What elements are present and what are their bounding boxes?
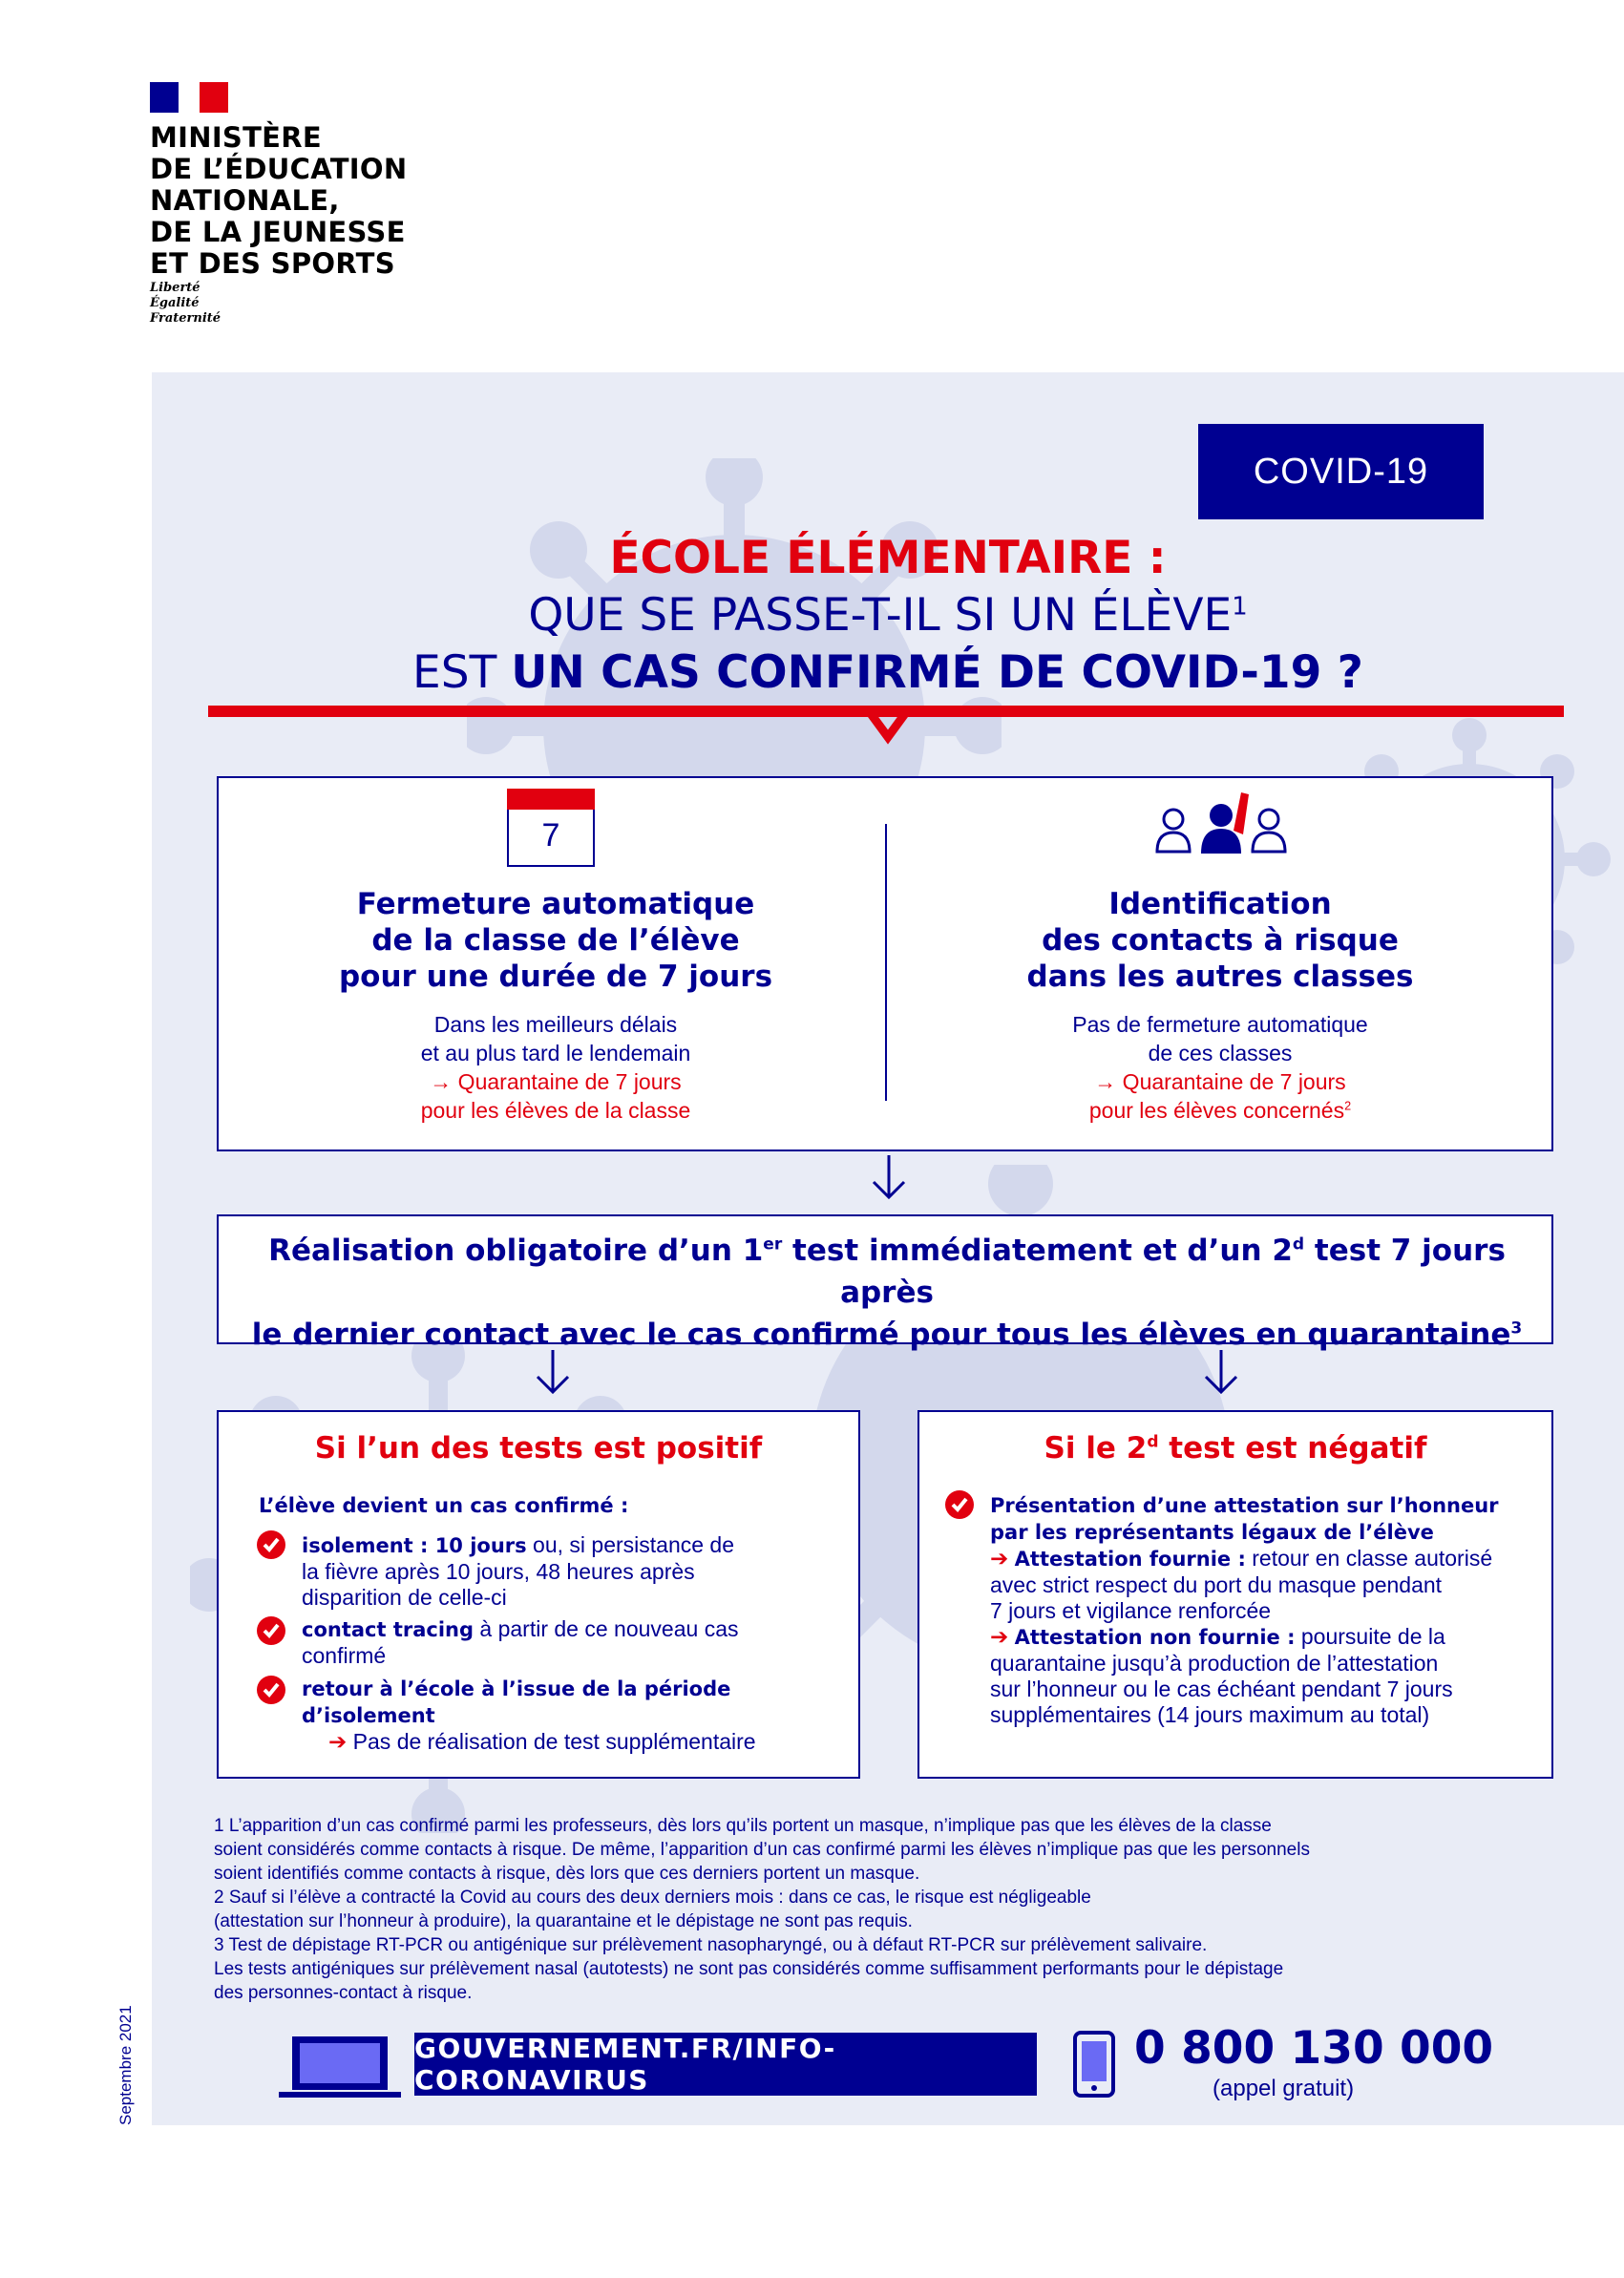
item-text: à partir de ce nouveau cas — [474, 1616, 739, 1641]
item-bold: par les représentants légaux de l’élève — [990, 1521, 1434, 1544]
text-line: Pas de fermeture automatique — [1072, 1012, 1368, 1037]
ministry-line: MINISTÈRE — [150, 121, 323, 154]
negative-test-box — [917, 1410, 1553, 1779]
item-text: supplémentaires (14 jours maximum au total) — [990, 1702, 1430, 1727]
arrow-down-icon — [1202, 1348, 1240, 1396]
heading-line: pour une durée de 7 jours — [338, 960, 773, 994]
footnotes — [214, 1814, 1493, 2005]
contact-tracing-item — [302, 1616, 836, 1669]
republic-motto — [150, 281, 221, 327]
title-part: test est négatif — [1158, 1431, 1427, 1466]
footnote-line: soient considérés comme contacts à risque. De même, l’apparition d’un cas confirmé parmi les élèves n’implique pas que les personnels — [214, 1840, 1310, 1860]
ministry-line: DE L’ÉDUCATION — [150, 153, 408, 185]
text-line: Dans les meilleurs délais — [433, 1012, 678, 1037]
ministry-line: NATIONALE, — [150, 184, 340, 217]
text-line: → Quarantaine de 7 jours — [1094, 1069, 1346, 1094]
motto-line: Égalité — [150, 296, 200, 310]
title-line-1: ÉCOLE ÉLÉMENTAIRE : — [609, 532, 1167, 584]
item-bold: retour à l’école à l’issue de la période — [302, 1677, 731, 1700]
positive-test-title: Si l’un des tests est positif — [314, 1431, 763, 1466]
check-icon — [257, 1616, 285, 1645]
item-sub — [302, 1729, 756, 1754]
item-sub-text: Pas de réalisation de test supplémentaire — [352, 1729, 756, 1754]
title-line-2-text: QUE SE PASSE-T-IL SI UN ÉLÈVE — [528, 589, 1233, 642]
item-text: avec strict respect du port du masque pendant — [990, 1572, 1443, 1597]
ministry-line: DE LA JEUNESSE — [150, 216, 406, 248]
item-text: poursuite de la — [1295, 1624, 1445, 1649]
item-text: disparition de celle-ci — [302, 1585, 507, 1610]
check-icon — [257, 1530, 285, 1559]
attestation-item — [990, 1492, 1544, 1728]
free-call-note: (appel gratuit) — [1213, 2076, 1355, 2101]
text-line: de ces classes — [1148, 1041, 1293, 1065]
negative-test-title — [919, 1431, 1551, 1466]
title-line-3 — [210, 644, 1566, 702]
calendar-day: 7 — [541, 817, 560, 854]
laptop-icon — [275, 2033, 405, 2101]
column-divider — [885, 824, 887, 1101]
return-to-school-item — [302, 1676, 846, 1755]
positive-test-box — [217, 1410, 860, 1779]
heading-line: Fermeture automatique — [356, 887, 755, 921]
item-bold: isolement : 10 jours — [302, 1534, 527, 1557]
text-part: test immédiatement et d’un 2 — [782, 1234, 1293, 1268]
item-bold: Attestation non fournie : — [1014, 1626, 1296, 1649]
contact-identification-column — [896, 886, 1545, 1125]
class-closure-text — [235, 1010, 876, 1067]
page-title — [210, 530, 1566, 702]
covid-badge: COVID-19 — [1198, 424, 1484, 519]
footnote-ref: 2 — [1344, 1099, 1352, 1113]
item-text: confirmé — [302, 1643, 387, 1668]
footnote-line: (attestation sur l’honneur à produire), la quarantaine et le dépistage ne sont pas requis. — [214, 1911, 913, 1931]
contact-identification-text — [896, 1010, 1545, 1067]
item-bold: Présentation d’une attestation sur l’honneur — [990, 1494, 1499, 1517]
class-closure-quarantine — [235, 1067, 876, 1125]
heading-line: de la classe de l’élève — [371, 923, 740, 958]
superscript: er — [763, 1234, 783, 1255]
text-part: le dernier contact avec le cas confirmé pour tous les élèves en quarantaine — [251, 1318, 1511, 1352]
class-closure-heading — [235, 886, 876, 995]
arrow-down-icon — [534, 1348, 572, 1396]
check-icon — [945, 1490, 974, 1519]
footnote-line: des personnes-contact à risque. — [214, 1983, 473, 2003]
superscript: d — [1147, 1432, 1159, 1452]
positive-intro: L’élève devient un cas confirmé : — [259, 1494, 629, 1517]
heading-line: dans les autres classes — [1026, 960, 1414, 994]
item-text: la fièvre après 10 jours, 48 heures après — [302, 1559, 695, 1584]
students-raising-hand-icon — [1149, 783, 1293, 859]
item-text: sur l’honneur ou le cas échéant pendant 7 jours — [990, 1677, 1453, 1701]
item-bold: Attestation fournie : — [1014, 1548, 1246, 1571]
class-closure-column — [235, 886, 876, 1125]
title-line-3-prefix: EST — [412, 646, 512, 699]
title-line-3-bold: UN CAS CONFIRMÉ DE COVID-19 ? — [511, 646, 1363, 699]
helpline-number[interactable]: 0 800 130 000 — [1134, 2022, 1494, 2075]
footnote-line: Les tests antigéniques sur prélèvement nasal (autotests) ne sont pas considérés comme suffisamment performants pour le dépistage — [214, 1959, 1284, 1979]
text-line: pour les élèves concernés — [1088, 1098, 1345, 1123]
item-bold: contact tracing — [302, 1618, 475, 1641]
phone-icon — [1072, 2030, 1116, 2099]
contact-identification-heading — [896, 886, 1545, 995]
item-text: 7 jours et vigilance renforcée — [990, 1598, 1272, 1623]
item-text: retour en classe autorisé — [1245, 1546, 1493, 1571]
testing-text — [219, 1230, 1555, 1356]
title-part: Si le 2 — [1044, 1431, 1148, 1466]
footnote-line: 1 L’apparition d’un cas confirmé parmi les professeurs, dès lors qu’ils portent un masque, n’implique pas que les élèves de la classe — [214, 1816, 1272, 1836]
chevron-down-icon — [863, 699, 913, 749]
government-url-link[interactable]: GOUVERNEMENT.FR/INFO-CORONAVIRUS — [414, 2033, 1037, 2096]
calendar-icon — [507, 789, 595, 869]
item-text: ou, si persistance de — [526, 1532, 735, 1557]
text-part: test 7 jours après — [840, 1234, 1506, 1310]
text-line: → Quarantaine de 7 jours — [430, 1069, 682, 1094]
ministry-name — [150, 122, 407, 280]
footnote-line: 2 Sauf si l’élève a contracté la Covid au cours des deux derniers mois : dans ce cas, le risque est négligeable — [214, 1888, 1091, 1908]
motto-line: Liberté — [150, 281, 200, 295]
heading-line: Identification — [1108, 887, 1332, 921]
marianne-flag-logo — [150, 82, 228, 113]
item-text: quarantaine jusqu’à production de l’attestation — [990, 1651, 1439, 1676]
ministry-line: ET DES SPORTS — [150, 247, 395, 280]
motto-line: Fraternité — [150, 311, 221, 326]
item-bold: d’isolement — [302, 1704, 435, 1727]
superscript: d — [1292, 1234, 1305, 1255]
footnote-ref: 1 — [1232, 592, 1248, 622]
footnote-line: soient identifiés comme contacts à risque, dès lors que ces derniers portent un masque. — [214, 1864, 920, 1884]
arrow-right-icon: ➔ — [990, 1546, 1015, 1571]
check-icon — [257, 1676, 285, 1704]
isolation-item — [302, 1532, 836, 1611]
publication-date: Septembre 2021 — [116, 2005, 135, 2125]
arrow-right-icon: ➔ — [990, 1624, 1015, 1649]
title-line-2 — [210, 587, 1566, 644]
contact-identification-quarantine — [896, 1067, 1545, 1125]
text-line: pour les élèves de la classe — [420, 1098, 691, 1123]
testing-box — [217, 1214, 1553, 1352]
text-line: et au plus tard le lendemain — [420, 1041, 691, 1065]
heading-line: des contacts à risque — [1042, 923, 1399, 958]
footnote-line: 3 Test de dépistage RT-PCR ou antigénique sur prélèvement nasopharyngé, ou à défaut RT-PCR sur prélèvement salivaire. — [214, 1935, 1208, 1955]
arrow-right-icon: ➔ — [328, 1729, 353, 1754]
footnote-ref: 3 — [1510, 1318, 1523, 1339]
arrow-down-icon — [870, 1153, 908, 1201]
text-part: Réalisation obligatoire d’un 1 — [268, 1234, 764, 1268]
